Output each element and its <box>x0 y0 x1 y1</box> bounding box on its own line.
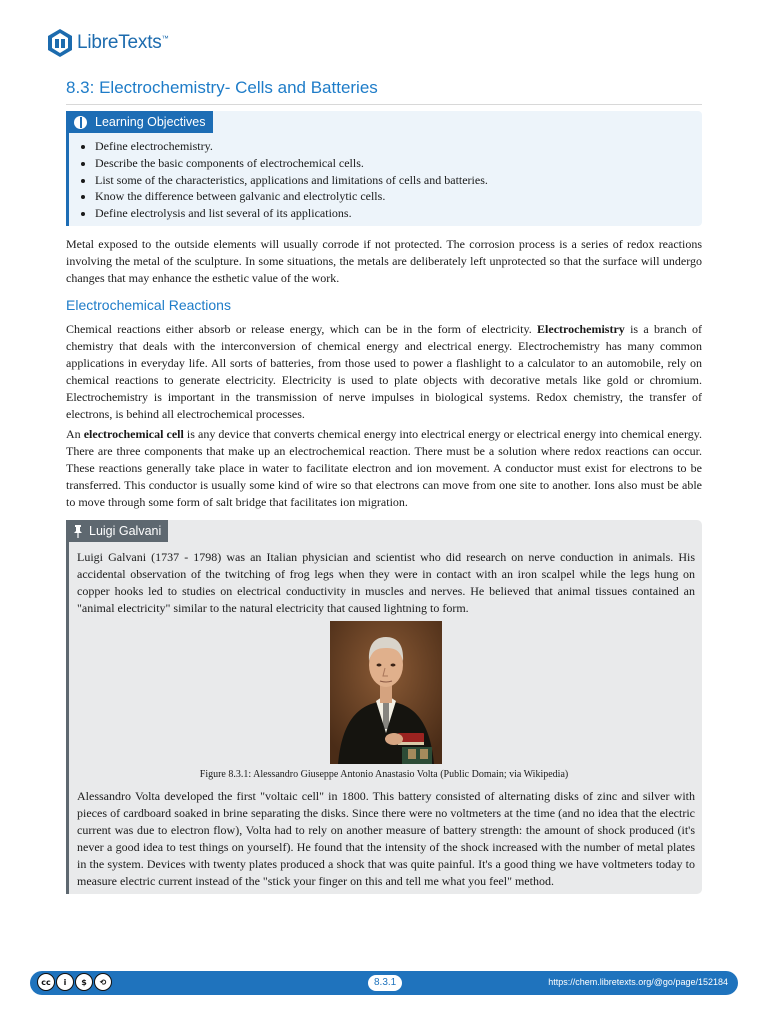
libretexts-logo-icon <box>46 28 74 58</box>
list-item: • Know the difference between galvanic and electrolytic cells. <box>95 188 488 205</box>
share-alike-icon: ⟲ <box>94 973 112 991</box>
note-header <box>69 520 168 542</box>
attribution-icon: i <box>56 973 74 991</box>
libretexts-logo[interactable] <box>46 28 168 58</box>
section-heading: Electrochemical Reactions <box>66 297 231 313</box>
noncommercial-icon: $ <box>75 973 93 991</box>
cc-license-badge[interactable] <box>37 973 112 991</box>
learning-objectives-header <box>69 111 213 133</box>
page-url-link[interactable]: https://chem.libretexts.org/@go/page/152184 <box>548 977 728 987</box>
intro-paragraph: Metal exposed to the outside elements will usually corrode if not protected. The corrosion process is a series of redox reactions involving the metal of the sculpture. In some situations, the metals are deliberately left unprotected so that the surface will undergo changes that may enhance the esthetic value of the work. <box>66 237 702 285</box>
logo-wordmark: LibreTexts™ <box>77 32 169 53</box>
page-number-badge: 8.3.1 <box>368 975 402 991</box>
learning-objectives-box <box>66 111 702 226</box>
list-item: • List some of the characteristics, applications and limitations of cells and batteries. <box>95 172 488 189</box>
electrochemical-cell-term: electrochemical cell <box>83 427 184 441</box>
learning-objectives-title: Learning Objectives <box>95 115 206 129</box>
page-title: 8.3: Electrochemistry- Cells and Batteries <box>66 78 702 105</box>
galvani-paragraph: Luigi Galvani (1737 - 1798) was an Italian physician and scientist who did research on nerve conduction in animals. His accidental observation of the twitching of frog legs when they were in contact with an iron scalpel while the legs hung on copper hooks led to studies on electrical conductivity in muscles and nerves. He believed that animal tissues contained an "animal electricity" similar to the natural electricity that caused lightning to form. <box>77 550 695 615</box>
figure-caption: Figure 8.3.1: Alessandro Giuseppe Antonio Anastasio Volta (Public Domain; via Wikipedia) <box>199 769 569 780</box>
pin-icon <box>73 525 83 538</box>
volta-paragraph: Alessandro Volta developed the first "voltaic cell" in 1800. This battery consisted of alternating disks of zinc and silver with pieces of cardboard soaked in brine separating the disks. Since there were no voltmeters at the time (and no idea that the electric current was due to electron flow), Volta had to rely on another measure of battery strength: the amount of shock produced (it's never a good idea to test things on yourself). He found that the intensity of the shock increased with the number of metal plates in the system. Devices with twenty plates produced a shock that was quite painful. It's a good thing we have voltmeters today to measure electric current instead of the "stick your finger on this and tell me what you feel" method. <box>77 789 695 888</box>
electrochemistry-term: Electrochemistry <box>537 322 625 336</box>
list-item: • Define electrochemistry. <box>95 138 488 155</box>
electrochemistry-paragraph: Chemical reactions either absorb or release energy, which can be in the form of electricity. Electrochemistry is a branch of chemistry that deals with the interconversion of chemical energy and electrical energy. Electrochemistry has many common applications in everyday life. All sorts of batteries, from those used to power a flashlight to a calculator to an automobile, rely on chemical reactions to generate electricity. Electricity is used to plate objects with decorative metals like gold or chromium. Electrochemistry is important in the transmission of nerve impulses in biological systems. Redox chemistry, the transfer of electrons, is behind all electrochemical processes. <box>66 322 702 421</box>
galvani-note-box <box>66 520 702 894</box>
electrochemical-cell-paragraph: An electrochemical cell is any device that converts chemical energy into electrical energy or electrical energy into chemical energy. There are three components that make up an electrochemical reaction. There must be a solution where redox reactions can occur. These reactions generally take place in water to facilitate electron and ion movement. A conductor must exist for electrons to be transferred. This conductor is usually some kind of wire so that electrons can move from one site to another. Ions also must be able to move through some form of salt bridge that facilitates ion migration. <box>66 427 702 509</box>
volta-portrait-image <box>330 621 442 764</box>
page-footer <box>30 971 738 995</box>
list-item: • Define electrolysis and list several of its applications. <box>95 205 488 222</box>
note-title: Luigi Galvani <box>89 524 162 538</box>
objectives-list <box>81 138 488 222</box>
list-item: • Describe the basic components of electrochemical cells. <box>95 155 488 172</box>
cc-icon: cc <box>37 973 55 991</box>
objectives-icon <box>74 116 87 129</box>
